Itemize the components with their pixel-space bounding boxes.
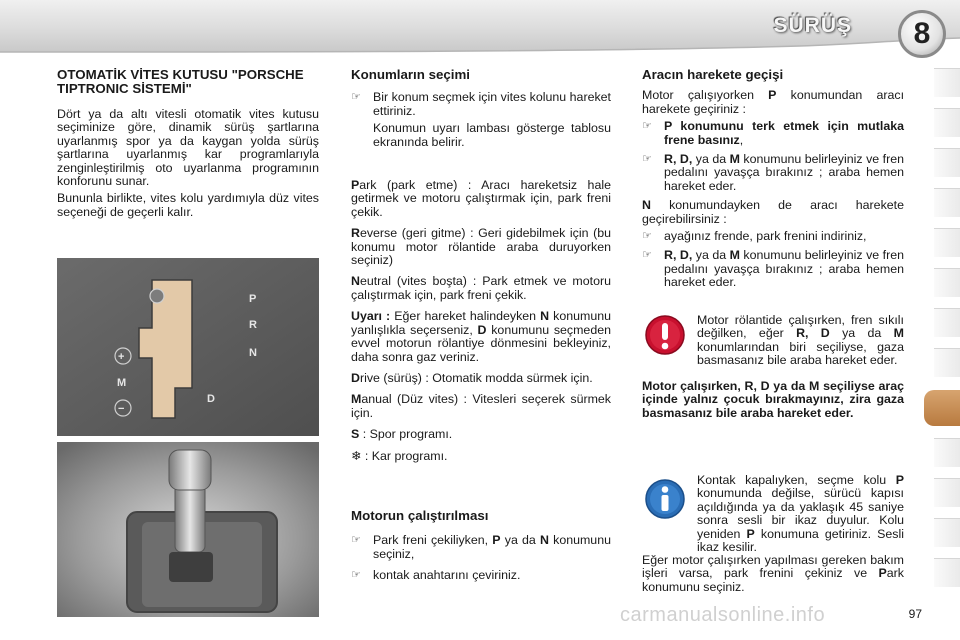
pointing-hand-icon: ☞ <box>642 230 652 243</box>
right-column <box>642 68 904 290</box>
pointing-hand-icon: ☞ <box>351 569 361 582</box>
side-tab[interactable] <box>934 68 960 97</box>
list-item: ☞ ayağınız frende, park frenini indiriniz, <box>642 229 867 244</box>
page-number: 97 <box>908 607 922 621</box>
pointing-hand-icon: ☞ <box>642 249 652 262</box>
gear-gate-illustration <box>57 258 319 436</box>
position-p-desc: Park (park etme) : Aracı hareketsiz hale getirmek ve motoru çalıştırmak için, park freni çekik. <box>351 178 611 219</box>
chapter-title: SÜRÜŞ <box>773 14 852 37</box>
position-r-desc: Reverse (geri gitme) : Geri gidebilmek için (bu konumu motor rölantide araba duruyorken seçiniz) <box>351 226 611 268</box>
pointing-hand-icon: ☞ <box>642 153 652 166</box>
info-icon <box>644 478 686 520</box>
watermark: carmanualsonline.info <box>620 604 826 626</box>
side-tab[interactable] <box>934 228 960 257</box>
section-title-gearbox: OTOMATİK VİTES KUTUSU "PORSCHE TIPTRONIC SİSTEMİ" <box>57 67 304 96</box>
snowflake-icon: ❄ <box>351 448 362 463</box>
header-swoosh <box>0 36 960 62</box>
pointing-hand-icon: ☞ <box>351 534 361 547</box>
list-item: ☞ P konumunu terk etmek için mutlaka frene basınız, <box>642 119 904 147</box>
indicator-note: Konumun uyarı lambası gösterge tablosu ekranında belirir. <box>373 121 611 149</box>
gate-manual-plus: + <box>118 351 125 363</box>
list-item: ☞ kontak anahtarını çeviriniz. <box>351 568 521 583</box>
info-text-block: Kontak kapalıyken, seçme kolu P konumunda değilse, sürücü kapısı açıldığında ya da yaklaşık 45 saniye sonra sesli bir ikaz duyulur. Kolu yeniden P konumuna getiriniz. Sesli ikaz kesilir. <box>697 473 904 555</box>
warning-child-note: Motor çalışırken, R, D ya da M seçiliyse araç içinde yalnız çocuk bırakmayınız, zira gaza basmasanız bile araba hareket eder. <box>642 379 904 420</box>
warning-text-block: Motor rölantide çalışırken, fren sıkılı değilken, eğer R, D ya da M konumlarından biri seçiliyse, gaza basmasanız bile araba hareket eder. <box>697 313 904 368</box>
section-title-positions: Konumların seçimi <box>351 67 470 82</box>
manual-option-paragraph: Bununla birlikte, vites kolu yardımıyla düz vites seçeneği de geçerli kalır. <box>57 191 319 219</box>
side-tab[interactable] <box>934 108 960 137</box>
section-title-moving-off: Aracın harekete geçişi <box>642 67 784 82</box>
gate-letter-p: P <box>249 293 257 305</box>
side-tab-active[interactable] <box>924 390 960 426</box>
left-column <box>57 68 319 219</box>
side-tab[interactable] <box>934 188 960 217</box>
moving-off-intro: Motor çalışıyorken P konumundan aracı harekete geçiriniz : <box>642 88 905 116</box>
side-tab[interactable] <box>934 558 960 587</box>
sport-program-desc: S : Spor programı. <box>351 427 453 442</box>
gate-manual-minus: − <box>118 403 125 415</box>
gear-shifter-photo <box>57 442 319 617</box>
position-m-desc: Manual (Düz vites) : Vitesleri seçerek sürmek için. <box>351 392 611 420</box>
park-lock-icon <box>150 289 164 303</box>
gate-manual-m: M <box>117 377 127 389</box>
snow-program-desc: ❄ : Kar programı. <box>351 448 448 463</box>
warning-exclamation-icon <box>644 314 686 356</box>
side-tab[interactable] <box>934 148 960 177</box>
position-d-desc: Drive (sürüş) : Otomatik modda sürmek için. <box>351 370 593 385</box>
maintenance-note: Eğer motor çalışırken yapılması gereken bakım işleri varsa, park frenini çekiniz ve Park konumunu seçiniz. <box>642 553 904 594</box>
intro-paragraph: Dört ya da altı vitesli otomatik vites kutusu seçiminize göre, dinamik sürüş şartlarına uyarlanmış spor ya da kaygan yolda sürüş şartlarına uyarlanmış kar programlarıyla zenginleştirilmiş oto uyarlanma programının konforunu sunar. <box>57 107 319 189</box>
chapter-number-badge: 8 <box>898 10 946 58</box>
side-tab[interactable] <box>934 438 960 467</box>
gear-shifter-illustration <box>57 442 319 617</box>
list-item: ☞ R, D, ya da M konumunu belirleyiniz ve fren pedalını yavaşça bırakınız ; araba hemen hareket eder. <box>642 152 904 193</box>
list-item: ☞ Bir konum seçmek için vites kolunu hareket ettiriniz. <box>351 90 611 118</box>
neutral-moving-off: N konumundayken de aracı harekete geçirebilirsiniz : <box>642 198 904 226</box>
gear-gate-image <box>57 258 319 436</box>
pointing-hand-icon: ☞ <box>351 91 361 104</box>
side-tab[interactable] <box>934 348 960 377</box>
side-tab[interactable] <box>934 268 960 297</box>
position-n-desc: Neutral (vites boşta) : Park etmek ve motoru çalıştırmak için, park freni çekik. <box>351 274 611 302</box>
chapter-side-tabs <box>930 68 960 588</box>
pointing-hand-icon: ☞ <box>642 120 652 133</box>
middle-column <box>351 68 611 583</box>
gate-letter-r: R <box>249 319 257 331</box>
list-item: ☞ Park freni çekiliyken, P ya da N konumunu seçiniz, <box>351 533 611 561</box>
list-item: ☞ R, D, ya da M konumunu belirleyiniz ve fren pedalını yavaşça bırakınız ; araba hemen hareket eder. <box>642 248 904 290</box>
neutral-warning: Uyarı : Eğer hareket halindeyken N konumunu yanlışlıkla seçerseniz, D konumunu seçmeden evvel motorun rölantiye dönmesini bekleyiniz, daha sonra gaz veriniz. <box>351 309 611 364</box>
side-tab[interactable] <box>934 518 960 547</box>
side-tab[interactable] <box>934 478 960 507</box>
gate-letter-n: N <box>249 347 257 359</box>
section-title-engine-start: Motorun çalıştırılması <box>351 507 489 523</box>
gate-letter-d: D <box>207 393 215 405</box>
side-tab[interactable] <box>934 308 960 337</box>
